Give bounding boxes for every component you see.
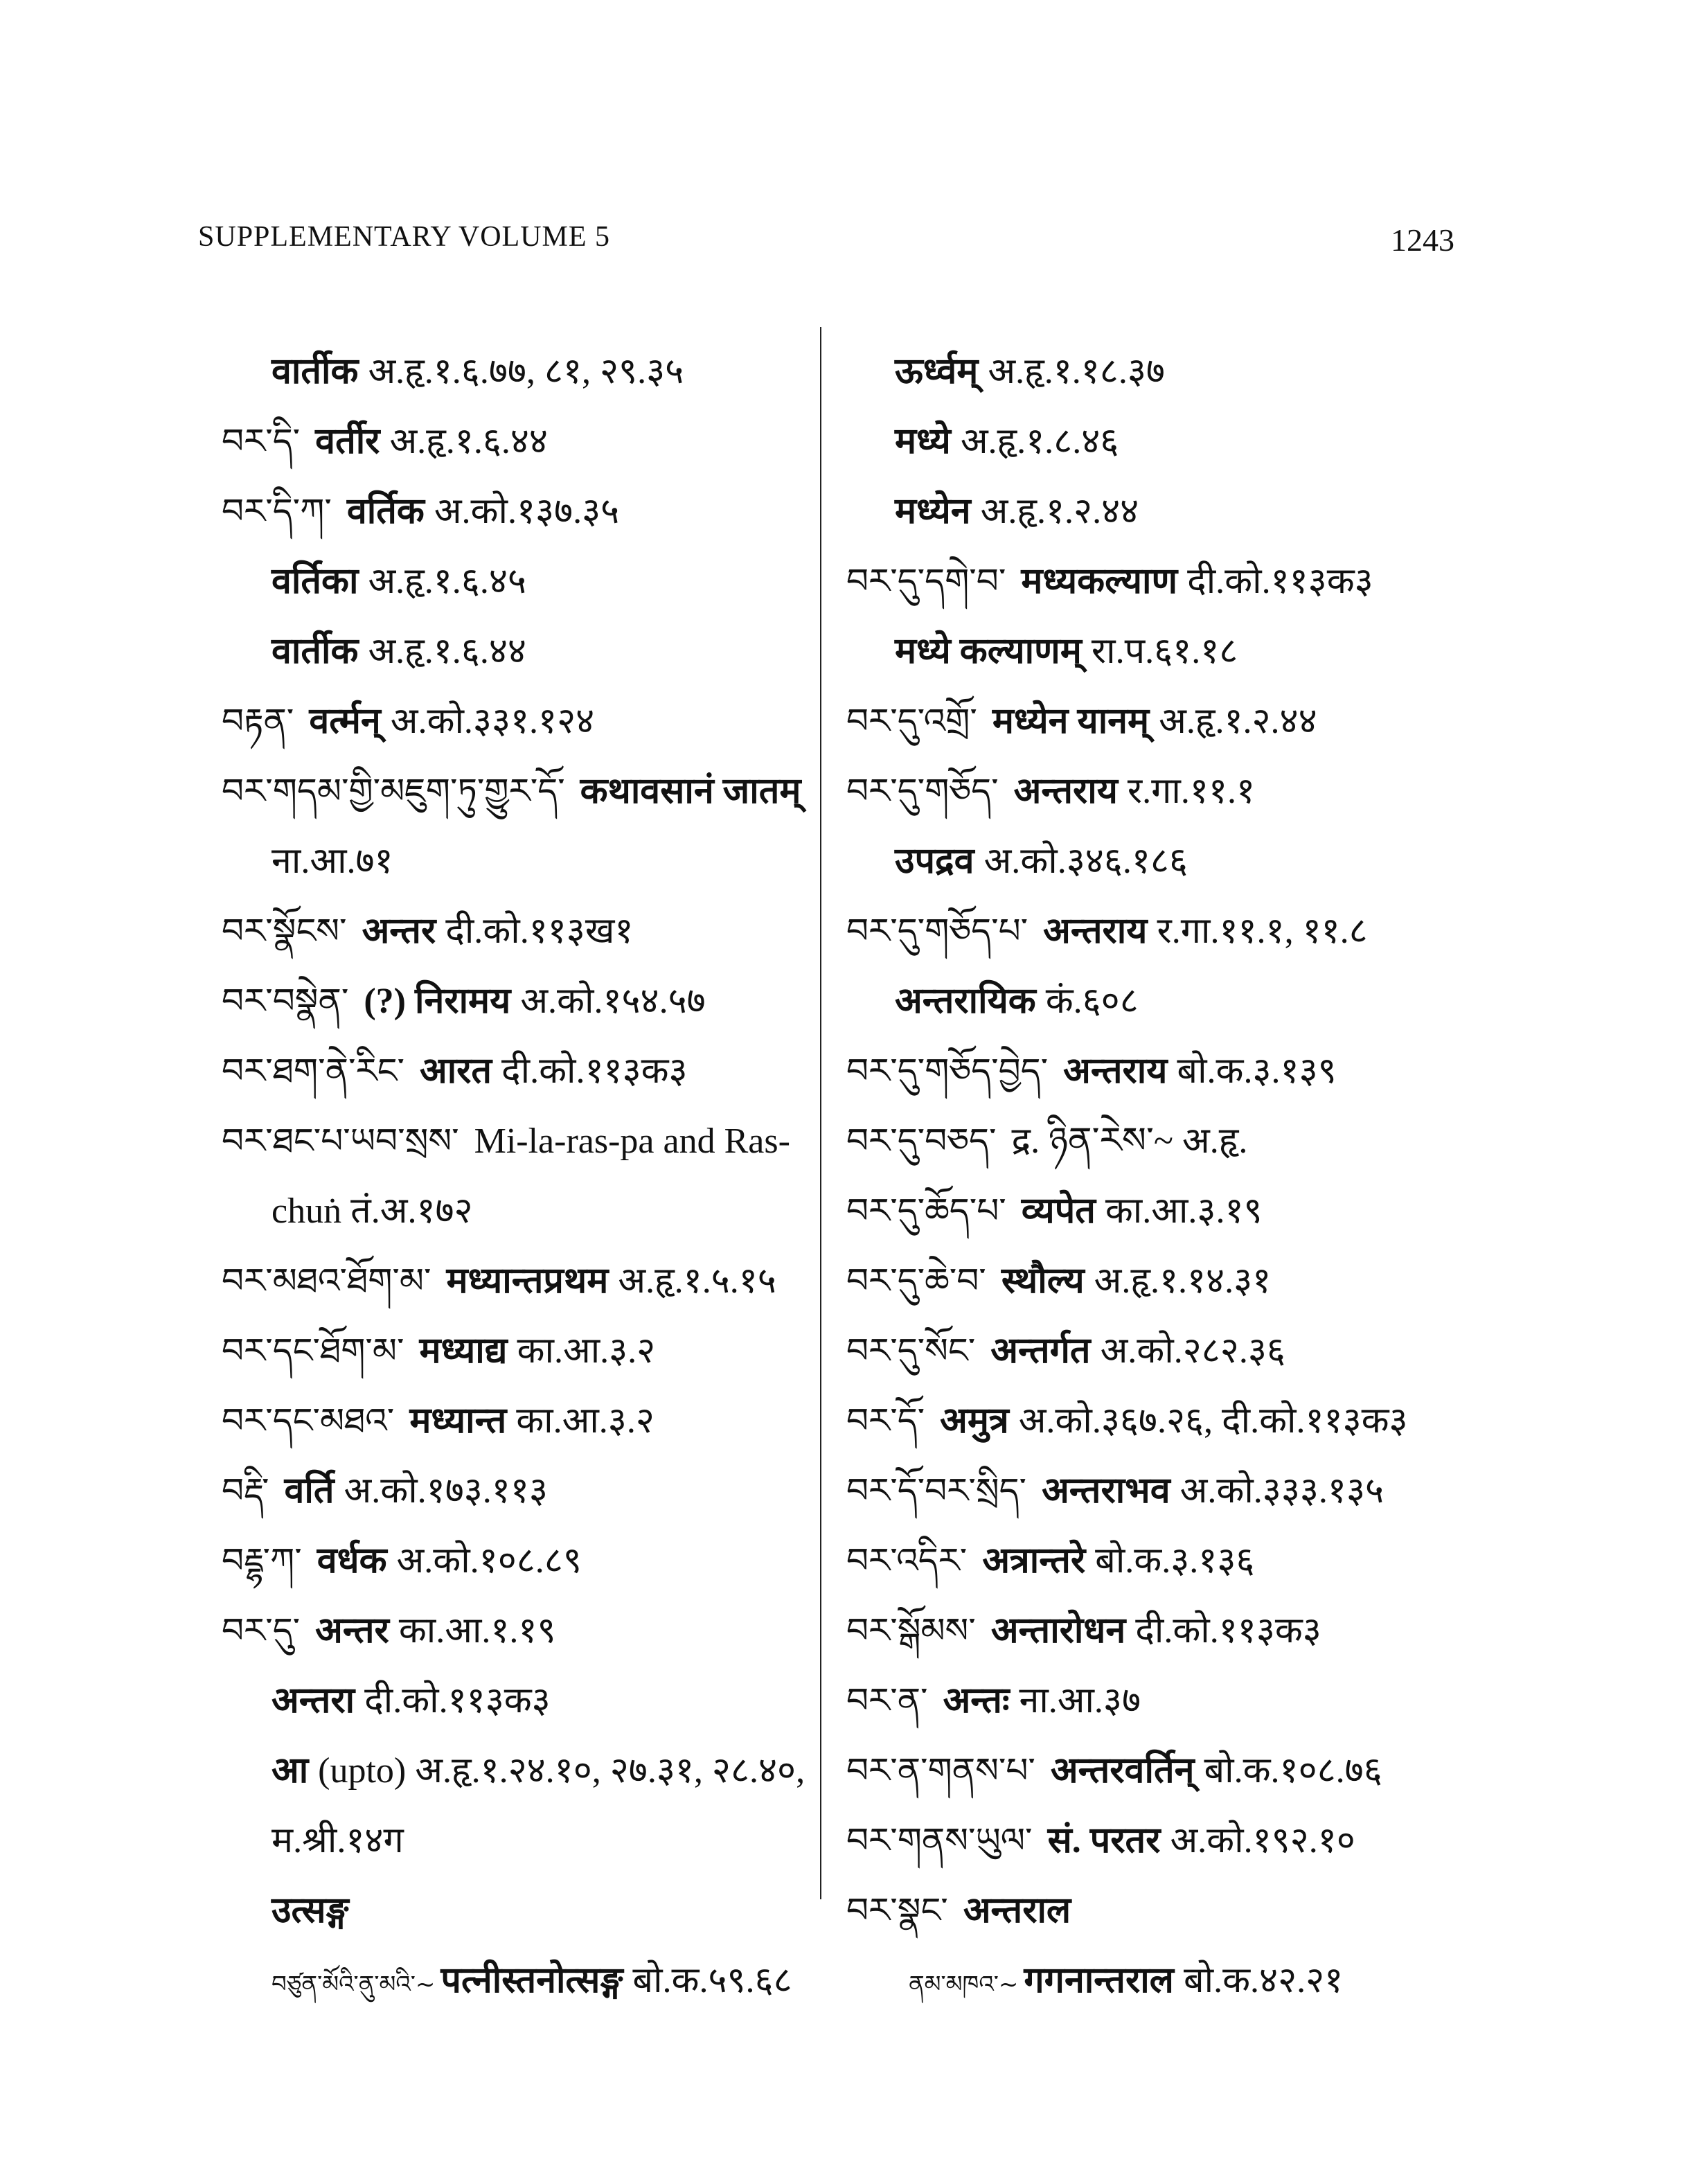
source-reference: अ.हृ.१.५.१५ (618, 1261, 776, 1301)
tibetan-headword: བར་དུ་བཅད་ (846, 1121, 997, 1161)
source-reference: बो.क.३.१३९ (1177, 1051, 1337, 1091)
source-reference: Mi-la-ras-pa and Ras- (474, 1121, 790, 1161)
dictionary-entry (222, 1666, 817, 1736)
dictionary-entry (222, 826, 817, 896)
dictionary-entry (846, 1596, 1484, 1666)
tibetan-headword: བར་དི་ (222, 421, 301, 461)
dictionary-entry (222, 1036, 817, 1106)
source-reference: बो.क.१०८.७६ (1204, 1751, 1382, 1791)
sanskrit-equivalent: मध्याद्य (419, 1331, 508, 1371)
source-reference: अ.हृ.१.८.४६ (960, 422, 1119, 461)
tibetan-headword: བར་གནས་ཡུལ་ (846, 1820, 1033, 1861)
dictionary-entry (846, 337, 1484, 407)
dictionary-entry (222, 1946, 817, 2016)
sanskrit-equivalent: अन्तराय (1043, 912, 1148, 951)
dictionary-entry (846, 1946, 1484, 2016)
source-reference: बो.क.५९.६८ (632, 1961, 792, 2000)
tibetan-headword: བར་ཐང་པ་ཡབ་སྲས་ (222, 1121, 459, 1161)
tibetan-headword: བར་ན་ (846, 1680, 928, 1721)
tibetan-headword: བར་དུ་གཅོད་པ་ (846, 911, 1028, 951)
source-reference: बो.क.४२.२१ (1183, 1961, 1344, 2000)
dictionary-entry (846, 407, 1484, 477)
source-reference: अ.हृ.१.२.४४ (980, 492, 1139, 531)
sanskrit-equivalent: अन्तराभव (1042, 1471, 1170, 1511)
source-reference: अ.को.३६७.२६, दी.को.११३क३ (1018, 1401, 1408, 1441)
tibetan-headword: བར་བསྣེན་ (222, 981, 349, 1021)
tibetan-headword: བར་དི་ཀ་ (222, 491, 332, 531)
dictionary-entry (222, 1876, 817, 1946)
sanskrit-equivalent: वार्तीक (271, 632, 359, 671)
tibetan-headword: བར་དོ་བར་སྲིད་ (846, 1471, 1027, 1511)
source-reference: का.आ.३.१९ (1105, 1191, 1263, 1231)
source-reference: अ.को.१५४.५७ (520, 982, 706, 1021)
source-reference: अ.हृ.१.२.४४ (1159, 702, 1317, 741)
dictionary-entry (846, 1316, 1484, 1386)
sanskrit-equivalent: मध्यान्त (409, 1401, 507, 1441)
source-reference: अ.हृ.१.६.७७, ८१, २९.३५ (368, 352, 684, 391)
source-reference: अ.को.३३१.१२४ (390, 702, 595, 741)
source-reference: अ.को.२८२.३६ (1100, 1331, 1285, 1371)
tibetan-headword: བར་མཐའ་ཐོག་མ་ (222, 1261, 431, 1301)
sanskrit-equivalent: गगनान्तराल (1024, 1961, 1174, 2000)
source-reference: का.आ.१.१९ (398, 1611, 556, 1651)
source-reference: का.आ.३.२ (517, 1331, 656, 1371)
sanskrit-equivalent: आरत (419, 1051, 492, 1091)
tibetan-headword: བར་དང་ཐོག་མ་ (222, 1331, 404, 1371)
dictionary-entry (222, 407, 817, 477)
sanskrit-equivalent: उत्सङ्ग (271, 1891, 349, 1930)
source-reference: अ.को.३४६.१८६ (983, 842, 1188, 881)
source-reference: दी.को.११३क३ (1187, 562, 1373, 601)
source-reference: ना.आ.३७ (1019, 1681, 1141, 1721)
tibetan-headword: བར་དུ་ (222, 1610, 301, 1651)
sanskrit-equivalent: अन्तर (315, 1611, 389, 1651)
dictionary-entry (222, 1106, 817, 1176)
dictionary-entry (846, 966, 1484, 1036)
source-reference: कं.६०८ (1045, 982, 1139, 1021)
sanskrit-equivalent: (?) निरामय (364, 982, 511, 1021)
sanskrit-equivalent: स्थौल्य (1001, 1261, 1085, 1301)
tibetan-headword: བར་ན་གནས་པ་ (846, 1750, 1035, 1791)
source-reference: अ.को.१९२.१० (1170, 1821, 1355, 1861)
column-divider (820, 327, 821, 1899)
dictionary-entry (846, 1876, 1484, 1946)
source-reference: दी.को.११३क३ (364, 1681, 551, 1721)
tibetan-compound: བཙུན་མོའི་ནུ་མའི་~ (271, 1971, 436, 1998)
tibetan-headword: བར་དང་མཐའ་ (222, 1401, 395, 1441)
dictionary-entry (846, 756, 1484, 826)
dictionary-entry (846, 1736, 1484, 1806)
page-number: 1243 (1391, 222, 1454, 258)
dictionary-entry (222, 477, 817, 547)
sanskrit-equivalent: अन्तर (362, 912, 436, 951)
dictionary-entry (222, 1176, 817, 1246)
dictionary-entry (222, 616, 817, 686)
tibetan-headword: བར་གདམ་གྱི་མཇུག་ཏུ་གྱུར་དོ་ (222, 771, 565, 811)
tibetan-compound: ནམ་མཁའ་~ (909, 1971, 1019, 1998)
dictionary-entry (846, 1666, 1484, 1736)
dictionary-entry (222, 1596, 817, 1666)
dictionary-entry (846, 1246, 1484, 1316)
dictionary-entry (222, 1526, 817, 1596)
right-column (846, 337, 1484, 2016)
source-reference: अ.को.१०८.८९ (396, 1541, 582, 1581)
tibetan-headword: བརྡྷ་ཀ་ (222, 1541, 302, 1581)
sanskrit-equivalent: ऊर्ध्वम् (895, 352, 979, 391)
source-reference: अ.को.१७३.११३ (344, 1471, 548, 1511)
tibetan-headword: བར་དུ་གཅོད་ (846, 771, 999, 811)
sanskrit-equivalent: अन्तारोधन (990, 1611, 1126, 1651)
source-reference: अ.को.१३७.३५ (434, 492, 620, 531)
sanskrit-equivalent: वर्त्मन् (309, 702, 381, 741)
sanskrit-equivalent: व्यपेत (1021, 1191, 1096, 1231)
tibetan-headword: བར་སྣང་ (846, 1890, 948, 1930)
tibetan-headword: བརྟན་ (222, 701, 294, 741)
tibetan-headword: བར་དུ་གཅོད་བྱེད་ (846, 1051, 1049, 1091)
dictionary-entry (846, 1456, 1484, 1526)
sanskrit-equivalent: अन्तराय (1063, 1051, 1168, 1091)
sanskrit-equivalent: अन्तराय (1013, 772, 1118, 811)
sanskrit-equivalent: वर्तिका (271, 562, 359, 601)
sanskrit-equivalent: सं. परतर (1047, 1821, 1161, 1861)
dictionary-entry (222, 1386, 817, 1456)
dictionary-entry (222, 1246, 817, 1316)
dictionary-entry (222, 756, 817, 826)
tibetan-headword: བར་སྒོམས་ (846, 1610, 976, 1651)
source-reference: chuṅ तं.अ.१७२ (271, 1191, 473, 1231)
sanskrit-equivalent: वार्तीक (271, 352, 359, 391)
sanskrit-equivalent: अन्तर्गत (990, 1331, 1091, 1371)
source-reference: द्र. ཉིན་རེས་~ अ.हृ. (1011, 1121, 1248, 1161)
sanskrit-equivalent: अन्तरायिक (895, 982, 1036, 1021)
source-reference: (upto) अ.हृ.१.२४.१०, २७.३१, २८.४०, (318, 1751, 805, 1791)
source-reference: ना.आ.७१ (271, 842, 393, 881)
source-reference: र.गा.११.१, ११.८ (1157, 912, 1368, 951)
sanskrit-equivalent: मध्ये कल्याणम् (895, 632, 1082, 671)
sanskrit-equivalent: मध्यान्तप्रथम (446, 1261, 609, 1301)
tibetan-headword: བར་དུ་ཆེ་བ་ (846, 1261, 986, 1301)
sanskrit-equivalent: वर्तीर (315, 422, 380, 461)
source-reference: रा.प.६१.१८ (1091, 632, 1238, 671)
sanskrit-equivalent: वर्तिक (346, 492, 425, 531)
tibetan-headword: བར་དུ་འགྲོ་ (846, 701, 977, 741)
tibetan-headword: བར་དུ་སོང་ (846, 1331, 976, 1371)
left-column (222, 337, 817, 2016)
source-reference: अ.हृ.१.६.४४ (368, 632, 526, 671)
dictionary-entry (846, 1806, 1484, 1876)
sanskrit-equivalent: कथावसानं जातम् (580, 772, 801, 811)
dictionary-entry (846, 477, 1484, 547)
dictionary-entry (222, 1316, 817, 1386)
sanskrit-equivalent: मध्येन (895, 492, 971, 531)
sanskrit-equivalent: अत्रान्तरे (982, 1541, 1086, 1581)
sanskrit-equivalent: मध्ये (895, 422, 951, 461)
running-title: SUPPLEMENTARY VOLUME 5 (198, 221, 611, 253)
dictionary-entry (222, 966, 817, 1036)
dictionary-entry (846, 826, 1484, 896)
sanskrit-equivalent: अन्तराल (963, 1891, 1071, 1930)
sanskrit-equivalent: पत्नीस्तनोत्सङ्ग (440, 1961, 623, 2000)
dictionary-entry (846, 686, 1484, 756)
tibetan-headword: བར་དོ་ (846, 1401, 925, 1441)
dictionary-entry (222, 1806, 817, 1876)
dictionary-entry (846, 1176, 1484, 1246)
source-reference: दी.को.११३क३ (501, 1051, 688, 1091)
dictionary-entry (846, 896, 1484, 966)
sanskrit-equivalent: अन्तरवर्तिन् (1050, 1751, 1195, 1791)
dictionary-entry (222, 1456, 817, 1526)
source-reference: बो.क.३.१३६ (1095, 1541, 1255, 1581)
sanskrit-equivalent: उपद्रव (895, 842, 974, 881)
source-reference: र.गा.११.१ (1127, 772, 1256, 811)
dictionary-entry (846, 1386, 1484, 1456)
sanskrit-equivalent: वर्धक (317, 1541, 387, 1581)
sanskrit-equivalent: आ (271, 1751, 309, 1791)
source-reference: दी.को.११३क३ (1135, 1611, 1321, 1651)
source-reference: अ.को.३३३.१३५ (1179, 1471, 1384, 1511)
tibetan-headword: བར་དུ་དགེ་བ་ (846, 561, 1006, 601)
dictionary-entry (222, 686, 817, 756)
tibetan-headword: བར་སྣོངས་ (222, 911, 347, 951)
source-reference: दी.को.११३ख१ (445, 912, 634, 951)
source-reference: का.आ.३.२ (516, 1401, 654, 1441)
sanskrit-equivalent: मध्यकल्याण (1021, 562, 1178, 601)
sanskrit-equivalent: मध्येन यानम् (992, 702, 1150, 741)
sanskrit-equivalent: अमुत्र (940, 1401, 1009, 1441)
dictionary-entry (222, 896, 817, 966)
dictionary-entry (846, 1036, 1484, 1106)
source-reference: म.श्री.१४ग (271, 1821, 404, 1861)
dictionary-entry (846, 547, 1484, 616)
tibetan-headword: བརྡི་ (222, 1471, 269, 1511)
dictionary-entry (846, 616, 1484, 686)
sanskrit-equivalent: वर्ति (284, 1471, 335, 1511)
dictionary-entry (222, 337, 817, 407)
dictionary-entry (222, 1736, 817, 1806)
dictionary-entry (846, 1526, 1484, 1596)
source-reference: अ.हृ.१.६.४५ (368, 562, 526, 601)
dictionary-entry (222, 547, 817, 616)
source-reference: अ.हृ.१.१४.३१ (1094, 1261, 1272, 1301)
sanskrit-equivalent: अन्तरा (271, 1681, 355, 1721)
tibetan-headword: བར་འདིར་ (846, 1541, 968, 1581)
source-reference: अ.हृ.१.१८.३७ (988, 352, 1165, 391)
tibetan-headword: བར་ཐག་ནེ་རིང་ (222, 1051, 404, 1091)
sanskrit-equivalent: अन्तः (943, 1681, 1010, 1721)
dictionary-entry (846, 1106, 1484, 1176)
tibetan-headword: བར་དུ་ཆོད་པ་ (846, 1191, 1006, 1231)
source-reference: अ.हृ.१.६.४४ (389, 422, 548, 461)
